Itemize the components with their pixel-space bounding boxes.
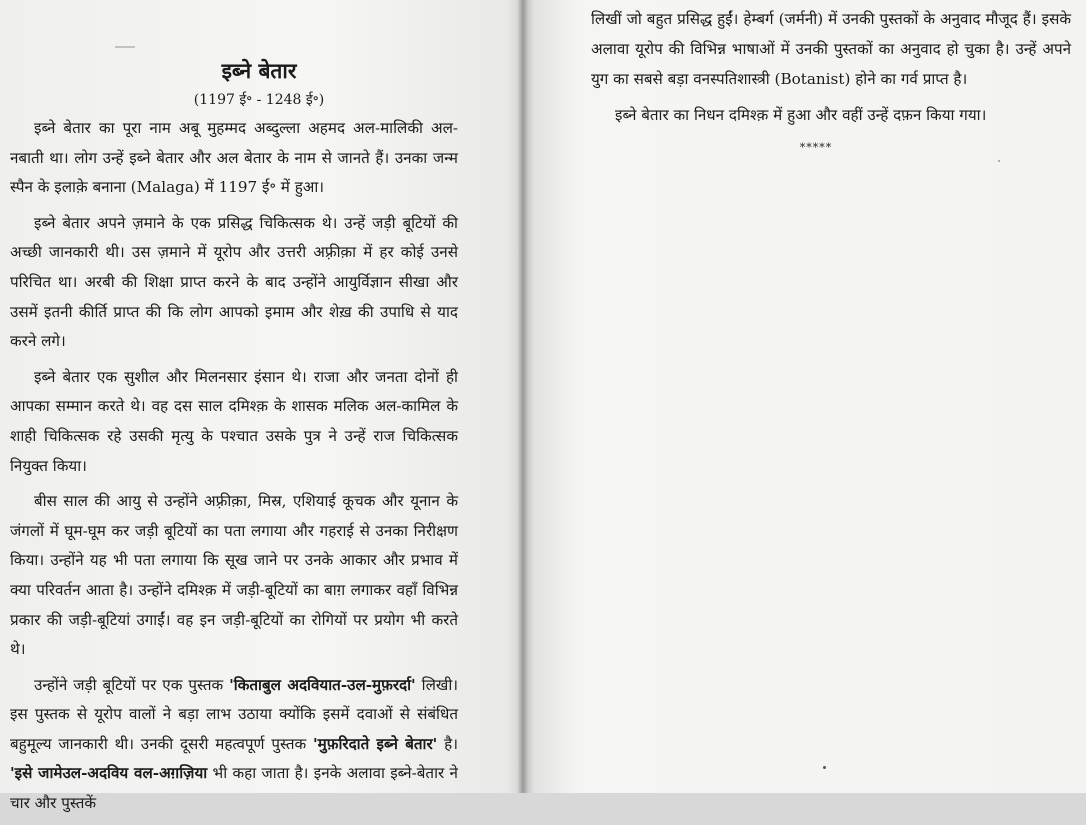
- paragraph-text: लिखीं जो बहुत प्रसिद्ध हुईं। हेम्बर्ग (जर्मनी) में उनकी पुस्तकों के अनुवाद मौजूद हैं। इसके अलावा यूरोप की विभिन्न भाषाओं में उनकी पुस्तकों का अनुवाद हो चुका है। उन्हें अपने युग का सबसे बड़ा वनस्पतिशास्त्री (Botanist) होने का गर्व प्राप्त है।: [591, 10, 1071, 88]
- right-page: [523, 0, 1086, 793]
- page-blemish: [115, 46, 135, 48]
- right-page-text-column: [591, 4, 1071, 156]
- section-end-mark: *****: [799, 141, 833, 154]
- paragraph-text: इब्ने बेतार का पूरा नाम अबू मुहम्मद अब्दुल्ला अहमद अल-मालिकी अल-नबाती था। लोग उन्हें इब्ने बेतार और अल बेतार के नाम से जानते हैं। उनका जन्म स्पैन के इलाक़े बनाना (Malaga) में 1197 ई॰ में हुआ।: [10, 119, 458, 197]
- paragraph-text: लिखी। इस पुस्तक से यूरोप वालों ने बड़ा लाभ उठाया क्योंकि इसमें दवाओं से संबंधित बहुमूल्य जानकारी थी। उनकी दूसरी महत्वपूर्ण पुस्तक: [10, 675, 459, 753]
- page-speck: [998, 160, 1000, 162]
- book-title-text: 'किताबुल अदवियात-उल-मुफ़रर्दा': [229, 675, 416, 694]
- paragraph-text: इब्ने बेतार एक सुशील और मिलनसार इंसान थे। राजा और जनता दोनों ही आपका सम्मान करते थे। वह दस साल दमिश्क़ के शासक मलिक अल-कामिल के शाही चिकित्सक रहे उसकी मृत्यु के पश्चात उसके पुत्र ने उन्हें राज चिकित्सक नियुक्त किया।: [10, 367, 458, 475]
- body-paragraph: [591, 100, 1071, 130]
- paragraph-text: है।: [437, 734, 458, 753]
- left-page-text-column: [10, 56, 458, 825]
- chapter-dates: (1197 ई॰ - 1248 ई॰): [193, 92, 325, 108]
- left-page-paragraphs: [10, 114, 458, 819]
- paragraph-text: इब्ने बेतार अपने ज़माने के एक प्रसिद्ध चिकित्सक थे। उन्हें जड़ी बूटियों की अच्छी जानकारी थी। उस ज़माने में यूरोप और उत्तरी अफ़्रीक़ा में हर कोई उनसे परिचित था। अरबी की शिक्षा प्राप्त करने के बाद उन्होंने आयुर्विज्ञान सीखा और उसमें इतनी कीर्ति प्राप्त की कि लोग आपको इमाम और शेख़ की उपाधि से याद करने लगे।: [10, 213, 458, 351]
- body-paragraph: [10, 363, 458, 481]
- page-speck: [823, 766, 826, 769]
- paragraph-text: इब्ने बेतार का निधन दमिश्क़ में हुआ और वहीं उन्हें दफ़न किया गया।: [615, 106, 987, 124]
- right-page-paragraphs: [591, 4, 1071, 130]
- paragraph-text: उन्होंने जड़ी बूटियों पर एक पुस्तक: [34, 675, 230, 694]
- paragraph-text: बीस साल की आयु से उन्होंने अफ़्रीक़ा, मिस्र, एशियाई कूचक और यूनान के जंगलों में घूम-घूम कर जड़ी बूटियों का पता लगाया और गहराई से उनका निरीक्षण किया। उन्होंने यह भी पता लगाया कि सूख जाने पर उनके आकार और प्रभाव में क्या परिवर्तन आता है। उन्होंने दमिश्क़ में जड़ी-बूटियों का बाग़ लगाकर वहाँ विभिन्न प्रकार की जड़ी-बूटियां उगाईं। वह इन जड़ी-बूटियों का रोगियों पर प्रयोग भी करते थे।: [10, 492, 458, 659]
- book-title-text: 'मुफ़रिदाते इब्ने बेतार': [313, 734, 438, 753]
- body-paragraph: [10, 487, 458, 665]
- body-paragraph: [591, 4, 1071, 94]
- paragraph-text: भी कहा जाता है। इनके अलावा इब्ने-बेतार ने चार और पुस्तकें: [10, 764, 458, 813]
- chapter-title: इब्ने बेतार: [221, 58, 297, 83]
- left-page: [0, 0, 523, 813]
- body-paragraph: [10, 114, 458, 203]
- body-paragraph: [10, 671, 458, 819]
- body-paragraph: [10, 209, 458, 357]
- book-title-text: 'इसे जामेउल-अदविय वल-अग़ज़िया: [10, 764, 208, 783]
- book-gutter: [518, 0, 528, 793]
